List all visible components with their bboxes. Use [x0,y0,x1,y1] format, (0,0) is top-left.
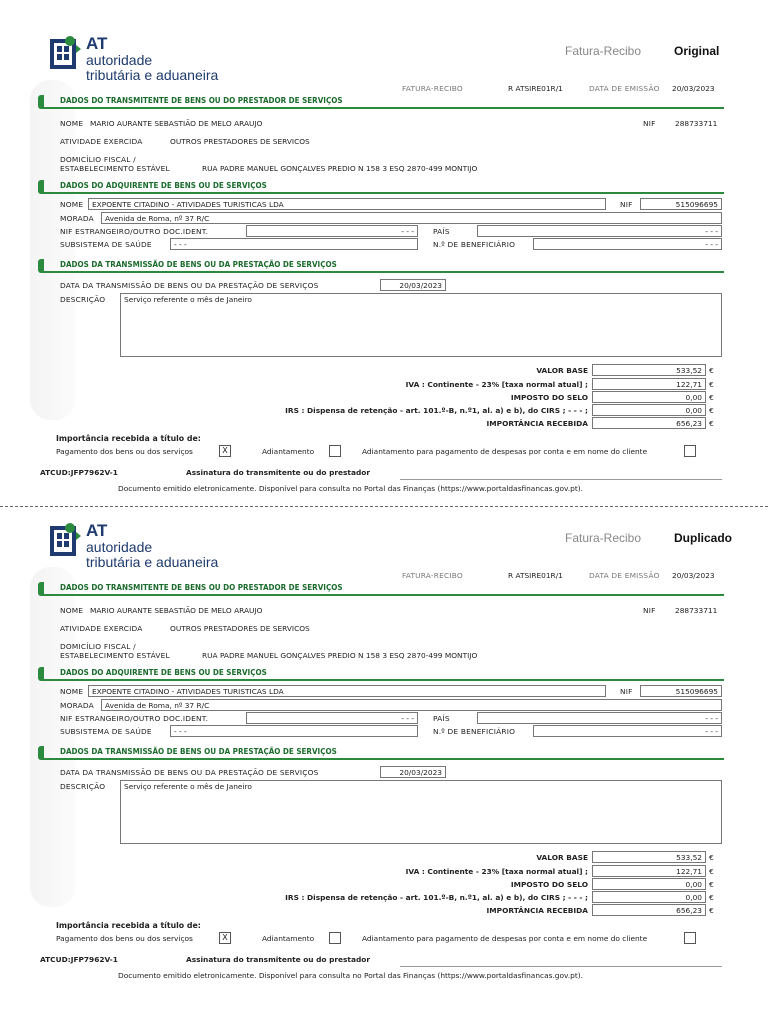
seller-nif-label: NIF [643,606,656,615]
document-type: Fatura-Recibo [565,531,642,545]
payment-option-3-label: Adiantamento para pagamento de despesas por conta e em nome do cliente [362,934,648,943]
seller-name-label: NOME [60,606,84,615]
logo-line-2: tributária e aduaneira [86,553,219,570]
currency-symbol: € [709,880,714,889]
total-label: IMPORTÂNCIA RECEBIDA [486,906,588,915]
health-label: SUBSISTEMA DE SAÚDE [60,727,152,736]
total-value: 0,00 [592,891,706,903]
buyer-section-title: DADOS DO ADQUIRENTE DE BENS OU DE SERVIÇOS [38,180,724,194]
logo-line-2: tributária e aduaneira [86,66,219,83]
buyer-nif-label: NIF [620,687,633,696]
total-value: 122,71 [592,378,706,390]
buyer-section-title: DADOS DO ADQUIRENTE DE BENS OU DE SERVIÇOS [38,667,724,681]
currency-symbol: € [709,893,714,902]
payment-option-3-checkbox [684,445,696,457]
electronic-note: Documento emitido eletronicamente. Disponível para consulta no Portal das Finanças (https://www.portaldasfinancas.gov.pt). [118,484,583,493]
transaction-section-title: DADOS DA TRANSMISSÃO DE BENS OU DA PRESTAÇÃO DE SERVIÇOS [38,259,724,273]
total-value: 656,23 [592,904,706,916]
buyer-name-field: EXPOENTE CITADINO - ATIVIDADES TURISTICAS LDA [88,198,606,210]
beneficiary-field: - - - [533,725,722,737]
payment-option-2-checkbox [329,445,341,457]
total-value: 533,52 [592,364,706,376]
signature-line [400,479,722,480]
domicile-label-2: ESTABELECIMENTO ESTÁVEL [60,651,170,660]
payment-title: Importância recebida a título de: [56,921,201,930]
domicile: RUA PADRE MANUEL GONÇALVES PREDIO N 158 3 ESQ 2870-499 MONTIJO [202,164,478,173]
description-label: DESCRIÇÃO [60,295,106,304]
buyer-name-label: NOME [60,687,84,696]
activity: OUTROS PRESTADORES DE SERVICOS [170,137,310,146]
issue-date: 20/03/2023 [672,84,715,93]
currency-symbol: € [709,867,714,876]
payment-option-3-checkbox [684,932,696,944]
description-label: DESCRIÇÃO [60,782,106,791]
domicile-label-2: ESTABELECIMENTO ESTÁVEL [60,164,170,173]
payment-option-2-label: Adiantamento [262,447,315,456]
beneficiary-label: N.º DE BENEFICIÁRIO [433,727,516,736]
foreign-nif-label: NIF ESTRANGEIRO/OUTRO DOC.IDENT. [60,714,209,723]
electronic-note: Documento emitido eletronicamente. Disponível para consulta no Portal das Finanças (https://www.portaldasfinancas.gov.pt). [118,971,583,980]
logo-at: AT [86,521,108,540]
signature-label: Assinatura do transmitente ou do prestador [186,468,370,477]
logo-at: AT [86,34,108,53]
doc-kind-label: FATURA-RECIBO [402,84,463,93]
watermark [30,567,75,907]
total-value: 0,00 [592,404,706,416]
copy-label: Original [674,44,720,58]
total-label: VALOR BASE [536,853,588,862]
total-label: IRS : Dispensa de retenção - art. 101.º-B, n.º1, al. a) e b), do CIRS ; - - - ; [285,406,588,415]
total-label: IVA : Continente - 23% [taxa normal atual] ; [405,380,588,389]
buyer-name-label: NOME [60,200,84,209]
coat-of-arms-icon [48,522,82,562]
beneficiary-field: - - - [533,238,722,250]
doc-kind-label: FATURA-RECIBO [402,571,463,580]
domicile-label-1: DOMICÍLIO FISCAL / [60,155,136,164]
buyer-address-field: Avenida de Roma, nº 37 R/C [101,699,722,711]
payment-option-2-checkbox [329,932,341,944]
transaction-date-label: DATA DA TRANSMISSÃO DE BENS OU DA PRESTAÇÃO DE SERVIÇOS [60,281,319,290]
health-field: - - - [170,238,418,250]
transaction-section-title: DADOS DA TRANSMISSÃO DE BENS OU DA PRESTAÇÃO DE SERVIÇOS [38,746,724,760]
logo-line-1: autoridade [86,538,153,555]
country-label: PAÍS [433,714,450,723]
payment-option-1-label: Pagamento dos bens ou dos serviços [56,934,193,943]
activity: OUTROS PRESTADORES DE SERVICOS [170,624,310,633]
currency-symbol: € [709,380,714,389]
seller-nif: 288733711 [675,606,718,615]
foreign-nif-label: NIF ESTRANGEIRO/OUTRO DOC.IDENT. [60,227,209,236]
activity-label: ATIVIDADE EXERCIDA [60,137,143,146]
currency-symbol: € [709,853,714,862]
buyer-address-label: MORADA [60,214,94,223]
issue-date: 20/03/2023 [672,571,715,580]
doc-number: R ATSIRE01R/1 [508,84,563,93]
total-label: IMPOSTO DO SELO [510,880,588,889]
currency-symbol: € [709,393,714,402]
currency-symbol: € [709,406,714,415]
signature-line [400,966,722,967]
total-label: IRS : Dispensa de retenção - art. 101.º-B, n.º1, al. a) e b), do CIRS ; - - - ; [285,893,588,902]
buyer-nif-field: 515096695 [640,685,722,697]
total-value: 533,52 [592,851,706,863]
seller-name-label: NOME [60,119,84,128]
foreign-nif-field: - - - [246,225,418,237]
coat-of-arms-icon [48,35,82,75]
transaction-date-field: 20/03/2023 [380,766,446,778]
total-value: 122,71 [592,865,706,877]
description-field: Serviço referente o mês de Janeiro [120,293,722,357]
total-label: VALOR BASE [536,366,588,375]
seller-section-title: DADOS DO TRANSMITENTE DE BENS OU DO PRESTADOR DE SERVIÇOS [38,95,724,109]
domicile-label-1: DOMICÍLIO FISCAL / [60,642,136,651]
payment-option-1-checkbox: X [219,932,231,944]
issue-date-label: DATA DE EMISSÃO [589,84,660,93]
activity-label: ATIVIDADE EXERCIDA [60,624,143,633]
total-value: 656,23 [592,417,706,429]
description-field: Serviço referente o mês de Janeiro [120,780,722,844]
payment-title: Importância recebida a título de: [56,434,201,443]
copy-label: Duplicado [674,531,733,545]
total-value: 0,00 [592,391,706,403]
logo-line-1: autoridade [86,51,153,68]
atcud: ATCUD:JFP7962V-1 [40,468,118,477]
doc-number: R ATSIRE01R/1 [508,571,563,580]
total-label: IVA : Continente - 23% [taxa normal atual] ; [405,867,588,876]
buyer-address-field: Avenida de Roma, nº 37 R/C [101,212,722,224]
total-label: IMPOSTO DO SELO [510,393,588,402]
health-label: SUBSISTEMA DE SAÚDE [60,240,152,249]
issue-date-label: DATA DE EMISSÃO [589,571,660,580]
domicile: RUA PADRE MANUEL GONÇALVES PREDIO N 158 3 ESQ 2870-499 MONTIJO [202,651,478,660]
seller-name: MARIO AURANTE SEBASTIÃO DE MELO ARAUJO [90,119,263,128]
buyer-nif-field: 515096695 [640,198,722,210]
country-field: - - - [477,225,722,237]
transaction-date-label: DATA DA TRANSMISSÃO DE BENS OU DA PRESTAÇÃO DE SERVIÇOS [60,768,319,777]
buyer-name-field: EXPOENTE CITADINO - ATIVIDADES TURISTICAS LDA [88,685,606,697]
total-label: IMPORTÂNCIA RECEBIDA [486,419,588,428]
invoice-copy-original [0,0,768,500]
atcud: ATCUD:JFP7962V-1 [40,955,118,964]
document-type: Fatura-Recibo [565,44,642,58]
payment-option-3-label: Adiantamento para pagamento de despesas por conta e em nome do cliente [362,447,648,456]
signature-label: Assinatura do transmitente ou do prestador [186,955,370,964]
payment-option-1-checkbox: X [219,445,231,457]
at-logo [48,35,218,82]
beneficiary-label: N.º DE BENEFICIÁRIO [433,240,516,249]
currency-symbol: € [709,419,714,428]
foreign-nif-field: - - - [246,712,418,724]
currency-symbol: € [709,906,714,915]
total-value: 0,00 [592,878,706,890]
seller-nif-label: NIF [643,119,656,128]
seller-name: MARIO AURANTE SEBASTIÃO DE MELO ARAUJO [90,606,263,615]
payment-option-2-label: Adiantamento [262,934,315,943]
payment-option-1-label: Pagamento dos bens ou dos serviços [56,447,193,456]
transaction-date-field: 20/03/2023 [380,279,446,291]
invoice-copy-duplicate [0,487,768,987]
seller-nif: 288733711 [675,119,718,128]
health-field: - - - [170,725,418,737]
currency-symbol: € [709,366,714,375]
buyer-nif-label: NIF [620,200,633,209]
seller-section-title: DADOS DO TRANSMITENTE DE BENS OU DO PRESTADOR DE SERVIÇOS [38,582,724,596]
country-label: PAÍS [433,227,450,236]
at-logo [48,522,218,569]
watermark [30,80,75,420]
country-field: - - - [477,712,722,724]
buyer-address-label: MORADA [60,701,94,710]
